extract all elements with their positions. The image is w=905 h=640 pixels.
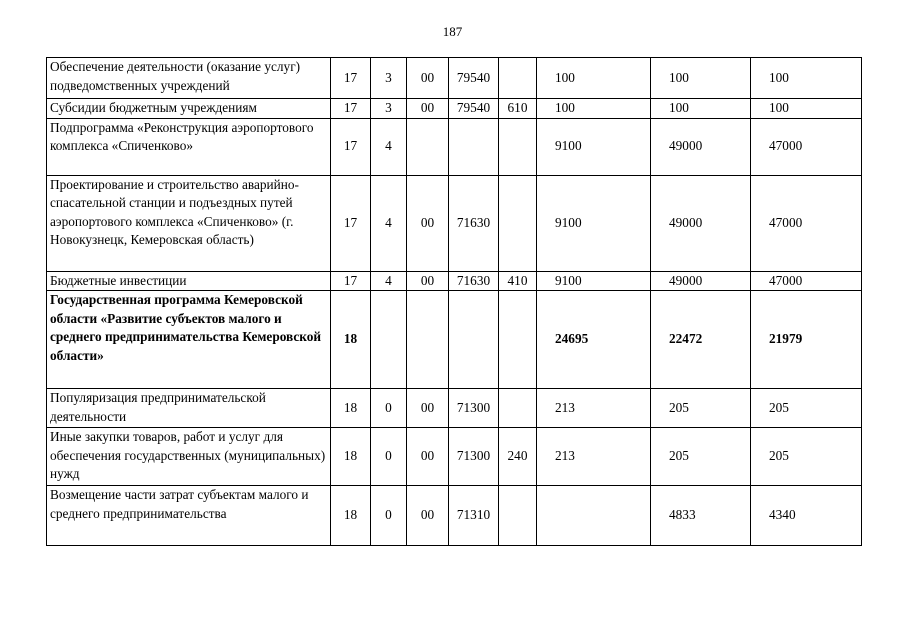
row-subprogram-code: 4 (371, 175, 407, 271)
table-row (47, 58, 862, 99)
row-name: Подпрограмма «Реконструкция аэропортового комплекса «Спиченково» (47, 118, 331, 175)
table-row (47, 99, 862, 119)
table-row (47, 118, 862, 175)
row-name: Популяризация предпринимательской деятельности (47, 389, 331, 428)
row-expense-type (499, 118, 537, 175)
row-amount-year1: 213 (537, 389, 651, 428)
row-expense-code (449, 291, 499, 389)
row-name: Субсидии бюджетным учреждениям (47, 99, 331, 119)
row-amount-year1: 9100 (537, 271, 651, 291)
table-row (47, 175, 862, 271)
row-name: Проектирование и строительство аварийно-спасательной станции и подъездных путей аэропортового комплекса «Спиченково» (г. Новокузнецк, Кемеровская область) (47, 175, 331, 271)
row-expense-type (499, 389, 537, 428)
table-row (47, 291, 862, 389)
row-amount-year2: 205 (651, 428, 751, 486)
row-amount-year3: 4340 (751, 486, 862, 546)
row-expense-type (499, 291, 537, 389)
budget-table (46, 57, 862, 546)
row-direction-code: 00 (407, 389, 449, 428)
row-expense-code: 79540 (449, 99, 499, 119)
row-amount-year1: 24695 (537, 291, 651, 389)
row-expense-type: 610 (499, 99, 537, 119)
row-amount-year3: 205 (751, 428, 862, 486)
row-subprogram-code (371, 291, 407, 389)
row-expense-code: 79540 (449, 58, 499, 99)
row-subprogram-code: 0 (371, 389, 407, 428)
row-name: Государственная программа Кемеровской области «Развитие субъектов малого и среднего предпринимательства Кемеровской области» (47, 291, 331, 389)
row-program-code: 17 (331, 99, 371, 119)
row-expense-code (449, 118, 499, 175)
row-name: Иные закупки товаров, работ и услуг для обеспечения государственных (муниципальных) нужд (47, 428, 331, 486)
row-subprogram-code: 0 (371, 486, 407, 546)
row-expense-type: 410 (499, 271, 537, 291)
row-amount-year1: 213 (537, 428, 651, 486)
row-program-code: 18 (331, 486, 371, 546)
row-name: Бюджетные инвестиции (47, 271, 331, 291)
row-amount-year2: 49000 (651, 271, 751, 291)
row-amount-year2: 100 (651, 58, 751, 99)
row-amount-year1: 9100 (537, 175, 651, 271)
row-direction-code (407, 291, 449, 389)
row-expense-type (499, 486, 537, 546)
row-program-code: 17 (331, 175, 371, 271)
row-program-code: 17 (331, 58, 371, 99)
row-expense-code: 71300 (449, 389, 499, 428)
row-amount-year3: 205 (751, 389, 862, 428)
row-direction-code: 00 (407, 99, 449, 119)
row-expense-type: 240 (499, 428, 537, 486)
row-direction-code: 00 (407, 486, 449, 546)
row-amount-year2: 205 (651, 389, 751, 428)
row-amount-year2: 4833 (651, 486, 751, 546)
row-subprogram-code: 3 (371, 99, 407, 119)
row-expense-type (499, 58, 537, 99)
row-direction-code: 00 (407, 428, 449, 486)
row-direction-code: 00 (407, 175, 449, 271)
row-subprogram-code: 0 (371, 428, 407, 486)
table-row (47, 486, 862, 546)
row-name: Возмещение части затрат субъектам малого и среднего предпринимательства (47, 486, 331, 546)
row-expense-code: 71310 (449, 486, 499, 546)
row-amount-year1: 100 (537, 58, 651, 99)
row-direction-code (407, 118, 449, 175)
row-amount-year3: 47000 (751, 118, 862, 175)
row-amount-year2: 49000 (651, 175, 751, 271)
row-expense-code: 71300 (449, 428, 499, 486)
row-amount-year3: 21979 (751, 291, 862, 389)
row-amount-year2: 22472 (651, 291, 751, 389)
row-program-code: 17 (331, 271, 371, 291)
row-subprogram-code: 3 (371, 58, 407, 99)
row-amount-year3: 100 (751, 58, 862, 99)
row-expense-code: 71630 (449, 175, 499, 271)
table-row (47, 389, 862, 428)
page-number: 187 (442, 24, 463, 39)
row-amount-year2: 100 (651, 99, 751, 119)
row-amount-year3: 100 (751, 99, 862, 119)
row-subprogram-code: 4 (371, 118, 407, 175)
row-program-code: 17 (331, 118, 371, 175)
row-direction-code: 00 (407, 271, 449, 291)
table-row (47, 271, 862, 291)
row-amount-year1: 9100 (537, 118, 651, 175)
row-direction-code: 00 (407, 58, 449, 99)
row-program-code: 18 (331, 389, 371, 428)
row-subprogram-code: 4 (371, 271, 407, 291)
row-program-code: 18 (331, 291, 371, 389)
row-name: Обеспечение деятельности (оказание услуг) подведомственных учреждений (47, 58, 331, 99)
row-amount-year3: 47000 (751, 175, 862, 271)
row-program-code: 18 (331, 428, 371, 486)
row-amount-year1 (537, 486, 651, 546)
row-amount-year3: 47000 (751, 271, 862, 291)
row-amount-year1: 100 (537, 99, 651, 119)
row-amount-year2: 49000 (651, 118, 751, 175)
table-row (47, 428, 862, 486)
row-expense-type (499, 175, 537, 271)
row-expense-code: 71630 (449, 271, 499, 291)
